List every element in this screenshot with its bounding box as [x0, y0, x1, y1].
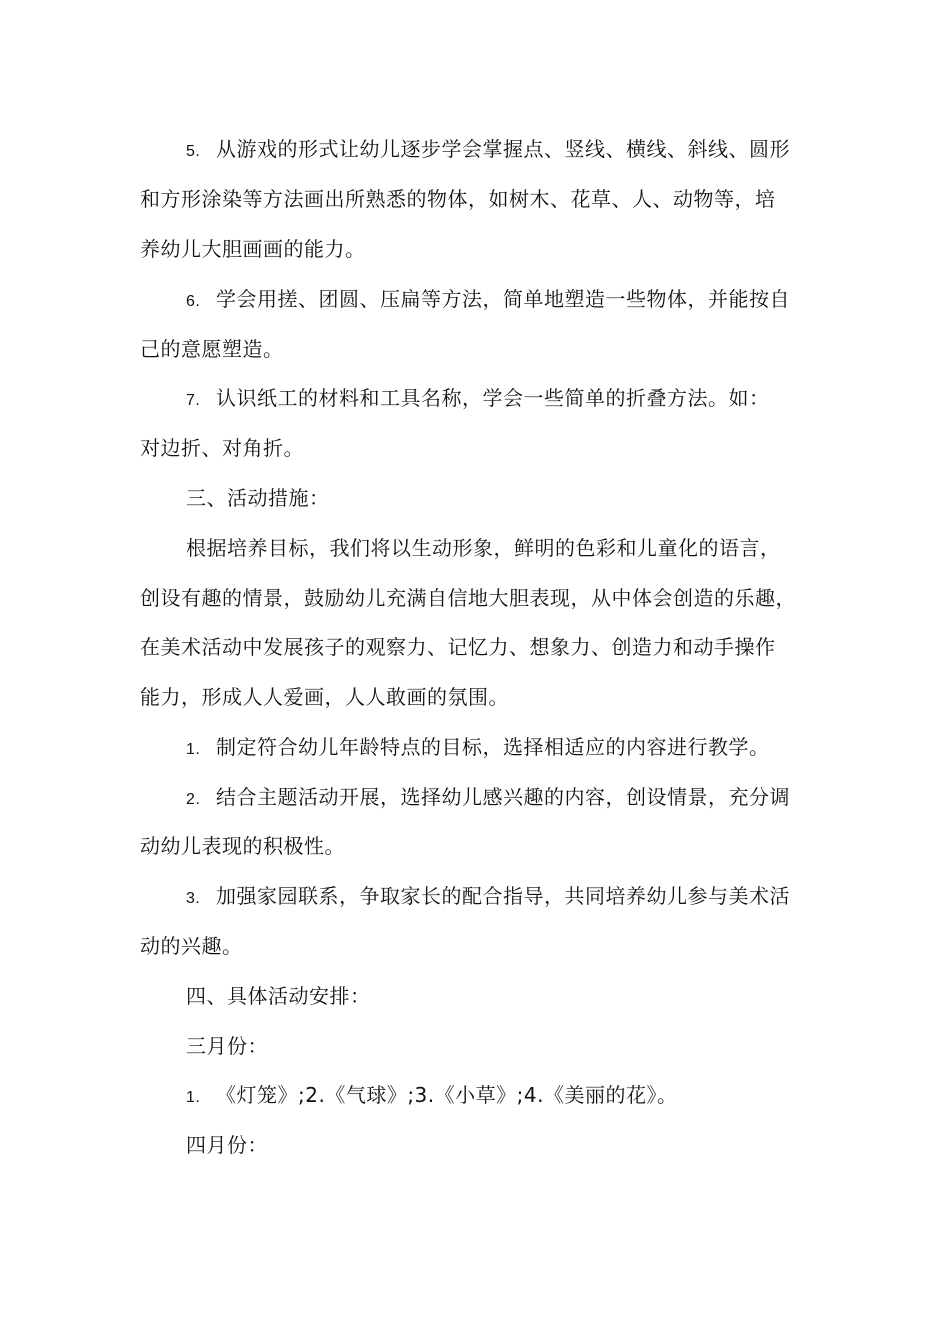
march-list	[186, 1083, 677, 1110]
item-7-line-2: 对边折、对角折。	[140, 436, 304, 460]
item-text: 《灯笼》;2.《气球》;3.《小草》;4.《美丽的花》。	[216, 1083, 678, 1107]
item-5-line-2: 和方形涂染等方法画出所熟悉的物体，如树木、花草、人、动物等，培	[140, 187, 776, 211]
section-3-para-line-2: 创设有趣的情景，鼓励幼儿充满自信地大胆表现，从中体会创造的乐趣，	[140, 586, 796, 610]
item-number: 3.	[186, 890, 201, 907]
item-number: 1.	[186, 741, 201, 758]
item-number: 7.	[186, 392, 201, 409]
item-number: 5.	[186, 143, 201, 160]
item-7-line-1	[186, 386, 770, 413]
measure-2-line-1	[186, 785, 790, 812]
item-6-line-2: 己的意愿塑造。	[140, 337, 284, 361]
item-number: 2.	[186, 791, 201, 808]
measure-2-line-2: 动幼儿表现的积极性。	[140, 834, 345, 858]
section-3-para-line-3: 在美术活动中发展孩子的观察力、记忆力、想象力、创造力和动手操作	[140, 635, 776, 659]
measure-3-line-1	[186, 884, 790, 911]
measure-3-line-2: 动的兴趣。	[140, 934, 243, 958]
section-3-para-line-4: 能力，形成人人爱画，人人敢画的氛围。	[140, 685, 509, 709]
item-6-line-1	[186, 287, 790, 314]
item-5-line-1	[186, 137, 790, 164]
item-text: 从游戏的形式让幼儿逐步学会掌握点、竖线、横线、斜线、圆形	[216, 137, 790, 161]
item-text: 加强家园联系，争取家长的配合指导，共同培养幼儿参与美术活	[216, 884, 790, 908]
item-text: 认识纸工的材料和工具名称，学会一些简单的折叠方法。如：	[216, 386, 770, 410]
section-3-heading: 三、活动措施：	[186, 486, 330, 510]
item-text: 结合主题活动开展，选择幼儿感兴趣的内容，创设情景，充分调	[216, 785, 790, 809]
section-4-heading: 四、具体活动安排：	[186, 984, 371, 1008]
march-heading: 三月份：	[186, 1034, 268, 1058]
item-number: 1.	[186, 1089, 201, 1106]
item-text: 学会用搓、团圆、压扁等方法，简单地塑造一些物体，并能按自	[216, 287, 790, 311]
april-heading: 四月份：	[186, 1133, 268, 1157]
section-3-para-line-1: 根据培养目标，我们将以生动形象，鲜明的色彩和儿童化的语言，	[186, 536, 781, 560]
measure-1-line-1	[186, 735, 770, 762]
item-5-line-3: 养幼儿大胆画画的能力。	[140, 237, 366, 261]
item-text: 制定符合幼儿年龄特点的目标，选择相适应的内容进行教学。	[216, 735, 770, 759]
item-number: 6.	[186, 293, 201, 310]
